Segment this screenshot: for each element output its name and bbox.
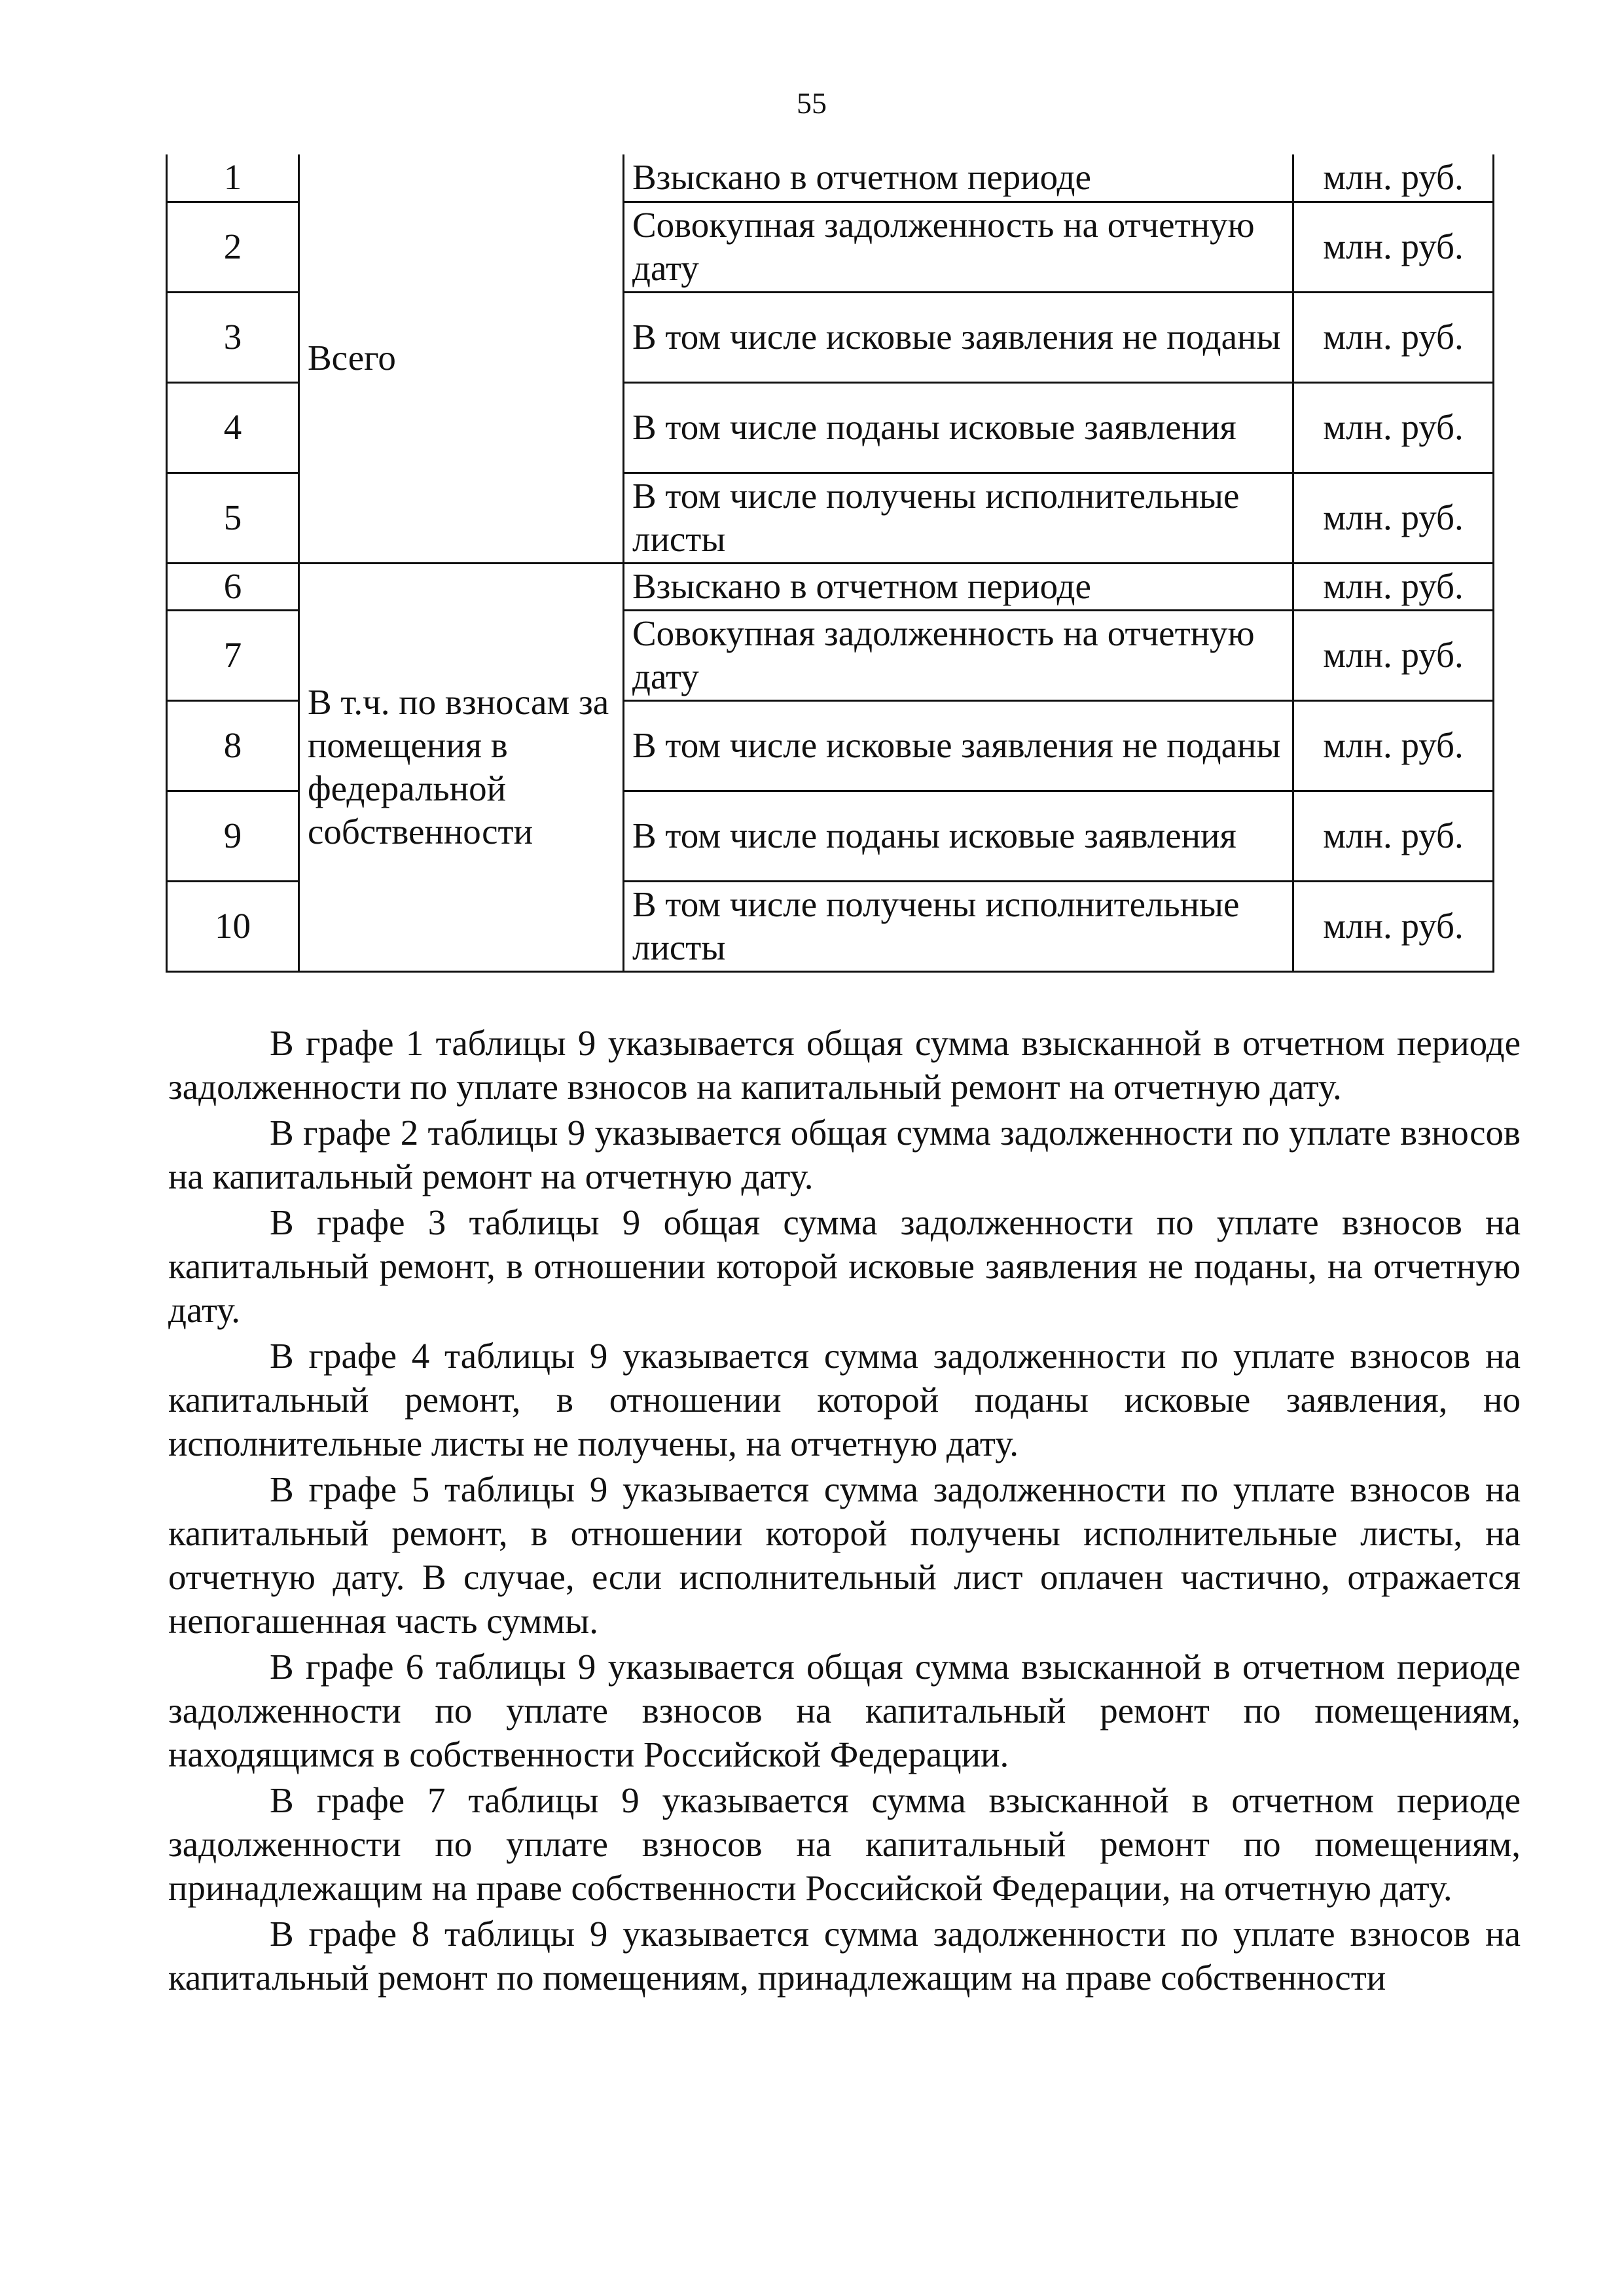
table-row (167, 563, 1494, 610)
page-number: 55 (797, 86, 827, 120)
indicator-cell: Взыскано в отчетном периоде (624, 154, 1293, 202)
group-label-federal: В т.ч. по взносам за помещения в федеральной собственности (299, 563, 624, 971)
indicator-cell: В том числе исковые заявления не поданы (624, 292, 1293, 382)
unit-cell: млн. руб. (1293, 700, 1494, 791)
row-number: 10 (167, 881, 299, 971)
paragraph: В графе 4 таблицы 9 указывается сумма задолженности по уплате взносов на капитальный ремонт, в отношении которой поданы исковые заявления, но исполнительные листы не получены, на отчетную дату. (168, 1336, 1521, 1463)
indicator-cell: Совокупная задолженность на отчетную дату (624, 202, 1293, 292)
row-number: 8 (167, 700, 299, 791)
indicator-cell: Взыскано в отчетном периоде (624, 563, 1293, 610)
indicator-cell: В том числе поданы исковые заявления (624, 791, 1293, 881)
indicator-cell: Совокупная задолженность на отчетную дату (624, 610, 1293, 700)
row-number: 4 (167, 382, 299, 473)
body-text (168, 1021, 1521, 2001)
row-number: 5 (167, 473, 299, 563)
paragraph: В графе 1 таблицы 9 указывается общая сумма взысканной в отчетном периоде задолженности по уплате взносов на капитальный ремонт на отчетную дату. (168, 1023, 1521, 1107)
row-number: 3 (167, 292, 299, 382)
unit-cell: млн. руб. (1293, 292, 1494, 382)
indicator-cell: В том числе получены исполнительные листы (624, 881, 1293, 971)
row-number: 9 (167, 791, 299, 881)
unit-cell: млн. руб. (1293, 563, 1494, 610)
unit-cell: млн. руб. (1293, 791, 1494, 881)
indicator-cell: В том числе исковые заявления не поданы (624, 700, 1293, 791)
unit-cell: млн. руб. (1293, 202, 1494, 292)
paragraph: В графе 5 таблицы 9 указывается сумма задолженности по уплате взносов на капитальный ремонт, в отношении которой получены исполнительные листы, на отчетную дату. В случае, если исполнительный лист оплачен частично, отражается непогашенная часть суммы. (168, 1469, 1521, 1641)
unit-cell: млн. руб. (1293, 382, 1494, 473)
unit-cell: млн. руб. (1293, 154, 1494, 202)
paragraph: В графе 8 таблицы 9 указывается сумма задолженности по уплате взносов на капитальный ремонт по помещениям, принадлежащим на праве собственности (168, 1914, 1521, 1998)
row-number: 6 (167, 563, 299, 610)
table-row (167, 154, 1494, 202)
row-number: 7 (167, 610, 299, 700)
unit-cell: млн. руб. (1293, 881, 1494, 971)
paragraph: В графе 3 таблицы 9 общая сумма задолженности по уплате взносов на капитальный ремонт, в отношении которой исковые заявления не поданы, на отчетную дату. (168, 1202, 1521, 1330)
unit-cell: млн. руб. (1293, 610, 1494, 700)
group-label-total: Всего (299, 154, 624, 563)
indicator-cell: В том числе получены исполнительные листы (624, 473, 1293, 563)
paragraph: В графе 2 таблицы 9 указывается общая сумма задолженности по уплате взносов на капитальный ремонт на отчетную дату. (168, 1113, 1521, 1196)
unit-cell: млн. руб. (1293, 473, 1494, 563)
debt-table (166, 154, 1494, 973)
row-number: 1 (167, 154, 299, 202)
row-number: 2 (167, 202, 299, 292)
indicator-cell: В том числе поданы исковые заявления (624, 382, 1293, 473)
paragraph: В графе 7 таблицы 9 указывается сумма взысканной в отчетном периоде задолженности по уплате взносов на капитальный ремонт по помещениям, принадлежащим на праве собственности Российской Федерации, на отчетную дату. (168, 1780, 1521, 1908)
paragraph: В графе 6 таблицы 9 указывается общая сумма взысканной в отчетном периоде задолженности по уплате взносов на капитальный ремонт по помещениям, находящимся в собственности Российской Федерации. (168, 1647, 1521, 1774)
